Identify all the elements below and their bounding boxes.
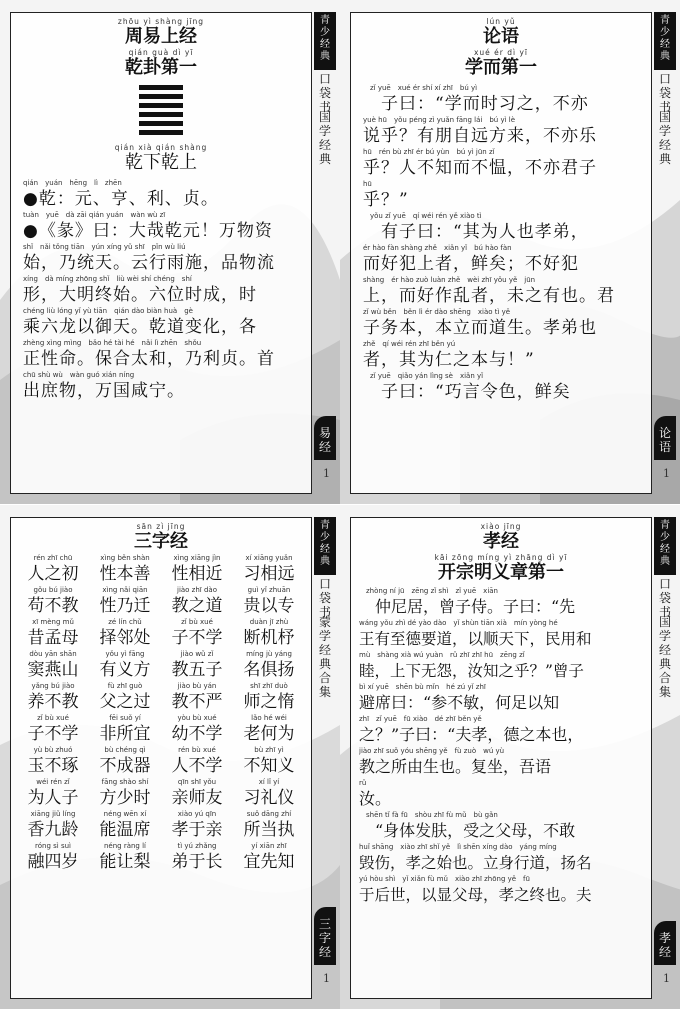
verse-text: 玉不琢	[27, 756, 79, 776]
book-spine	[314, 517, 336, 997]
panel-sanzijing	[0, 505, 340, 1009]
verse-cell	[89, 713, 161, 745]
text-line: rǔ 汝。	[359, 779, 392, 808]
verse-text: 孝于亲	[171, 820, 223, 840]
book-page	[10, 517, 312, 999]
pinyin: wéi rén zǐ	[36, 778, 70, 786]
verse-cell	[89, 617, 161, 649]
panel-yijing	[0, 0, 340, 504]
pinyin: dòu yān shān	[29, 650, 77, 658]
verse-cell	[17, 745, 89, 777]
text-line: zhě qí wéi rén zhī běn yú 者，其为仁之本与！”	[363, 340, 535, 370]
series-label: 口袋书	[659, 72, 672, 114]
chapter-title: xué ér dì yī 学而第一	[465, 48, 537, 78]
text-line: hū 乎？”	[363, 180, 409, 210]
pinyin: néng wēn xí	[103, 810, 147, 818]
verse-cell	[233, 745, 305, 777]
verse-text: 习礼仪	[243, 788, 295, 808]
verse-cell	[161, 649, 233, 681]
verse-cell	[17, 681, 89, 713]
verse-text: 宜先知	[243, 852, 295, 872]
pinyin: fāng shào shí	[101, 778, 149, 786]
pinyin: yǎng bú jiào	[31, 682, 75, 690]
pinyin: yí xiān zhī	[251, 842, 287, 850]
pinyin: zǐ bù xué	[181, 618, 213, 626]
verse-text: 断机杼	[243, 628, 295, 648]
qian-hexagram-icon	[139, 85, 183, 135]
series-ribbon: 青少经典	[654, 517, 676, 575]
series-ribbon: 青少经典	[314, 12, 336, 70]
pinyin: qīn shī yǒu	[177, 778, 217, 786]
pinyin: bù zhī yì	[254, 746, 284, 754]
text-line: ér hào fàn shàng zhě xiǎn yǐ bú hào fàn 而好犯上者，鲜矣；不好犯	[363, 244, 579, 274]
pinyin: xiāng jiǔ líng	[30, 810, 76, 818]
verse-text: 贵以专	[243, 596, 295, 616]
text-line: zǐ yuē qiǎo yán lìng sè xiǎn yǐ 子曰：“巧言令色，鲜矣	[363, 372, 571, 402]
verse-cell	[161, 553, 233, 585]
verse-grid	[11, 553, 311, 873]
pinyin: gǒu bú jiào	[33, 586, 73, 594]
pinyin: xí lǐ yí	[258, 778, 280, 786]
pinyin: shī zhī duò	[250, 682, 288, 690]
text-line: tuàn yuē dà zāi qián yuán wàn wù zī ●《彖》曰：大哉乾元！万物资	[23, 211, 273, 241]
verse-cell	[89, 681, 161, 713]
verse-cell	[89, 585, 161, 617]
verse-text: 父之过	[99, 692, 151, 712]
verse-text: 性乃迁	[99, 596, 151, 616]
pinyin: róng sì suì	[35, 842, 71, 850]
verse-cell	[233, 585, 305, 617]
verse-text: 所当执	[243, 820, 295, 840]
text-body	[351, 584, 651, 906]
verse-cell	[161, 777, 233, 809]
text-line: jiào zhī suǒ yóu shēng yě fù zuò wú yù 教之所由生也。复坐，吾语	[359, 747, 552, 776]
pinyin: jiào zhī dào	[177, 586, 217, 594]
text-line: shǐ nǎi tǒng tiān yún xíng yǔ shī pǐn wù liú 始，乃统天。云行雨施，品物流	[23, 243, 275, 273]
pinyin: jiào wǔ zǐ	[180, 650, 214, 658]
text-line: hū rén bù zhī ér bú yùn bú yì jūn zǐ 乎？人不知而不愠，不亦君子	[363, 148, 597, 178]
verse-text: 能温席	[99, 820, 151, 840]
verse-text: 人不学	[171, 756, 223, 776]
verse-cell	[89, 841, 161, 873]
pinyin: rén bù xué	[178, 746, 216, 754]
text-line: zhèng xìng mìng bǎo hé tài hé nǎi lì zhēn shǒu 正性命。保合太和，乃利贞。首	[23, 339, 275, 369]
series-ribbon: 青少经典	[654, 12, 676, 70]
verse-text: 幼不学	[171, 724, 223, 744]
verse-text: 子不学	[27, 724, 79, 744]
pinyin: xiào yú qīn	[177, 810, 217, 818]
book-title: sān zì jīng 三字经	[134, 522, 188, 552]
verse-cell	[233, 681, 305, 713]
verse-cell	[233, 713, 305, 745]
book-spine	[654, 12, 676, 492]
book-spine	[314, 12, 336, 492]
pinyin: lǎo hé wéi	[251, 714, 287, 722]
pinyin: jiào bù yán	[177, 682, 217, 690]
page-number: 1	[323, 467, 330, 480]
verse-cell	[17, 713, 89, 745]
pinyin: néng ràng lí	[103, 842, 146, 850]
section-tab[interactable]: 三字经	[314, 907, 336, 965]
text-line: qián yuán hēng lì zhēn ●乾：元、亨、利、贞。	[23, 179, 219, 209]
pinyin: suǒ dāng zhí	[246, 810, 292, 818]
page-number: 1	[323, 972, 330, 985]
book-title: xiào jīng 孝经	[480, 522, 522, 552]
series-label: 口袋书	[659, 577, 672, 619]
verse-cell	[161, 585, 233, 617]
pinyin: xìng xiāng jìn	[173, 554, 221, 562]
verse-cell	[89, 777, 161, 809]
pinyin: yòu bù xué	[177, 714, 217, 722]
verse-text: 融四岁	[27, 852, 79, 872]
pinyin: yù bù zhuó	[33, 746, 73, 754]
text-line: yǒu zǐ yuē qí wéi rén yě xiào tì 有子曰：“其为人也孝弟，	[363, 212, 589, 242]
verse-cell	[17, 617, 89, 649]
verse-text: 名俱扬	[243, 660, 295, 680]
verse-text: 有义方	[99, 660, 151, 680]
verse-cell	[233, 809, 305, 841]
verse-cell	[161, 841, 233, 873]
verse-text: 教五子	[171, 660, 223, 680]
hexagram-subtitle: qián xià qián shàng 乾下乾上	[114, 143, 208, 173]
pinyin: zǐ bù xué	[37, 714, 69, 722]
text-line: zǐ yuē xué ér shí xí zhī bú yì 子曰：“学而时习之，不亦	[363, 84, 589, 114]
verse-text: 养不教	[27, 692, 79, 712]
chapter-title: kāi zōng míng yì zhāng dì yī 开宗明义章第一	[434, 553, 568, 583]
verse-text: 教之道	[171, 596, 223, 616]
pinyin: tì yú zhǎng	[177, 842, 217, 850]
book-spine	[654, 517, 676, 997]
text-line: wáng yǒu zhì dé yào dào yǐ shùn tiān xià mín yòng hé 王有至德要道，以顺天下，民用和	[359, 619, 592, 648]
pinyin: xī mèng mǔ	[32, 618, 74, 626]
verse-text: 昔孟母	[27, 628, 79, 648]
series-label: 口袋书	[319, 577, 332, 619]
verse-text: 为人子	[27, 788, 79, 808]
text-line: zǐ wù běn běn lì ér dào shēng xiào tì yě 子务本，本立而道生。孝弟也	[363, 308, 597, 338]
verse-text: 习相远	[243, 564, 295, 584]
series-ribbon: 青少经典	[314, 517, 336, 575]
text-body	[351, 79, 651, 403]
pinyin: xìng nǎi qiān	[102, 586, 148, 594]
panel-xiaojing	[340, 505, 680, 1009]
verse-cell	[161, 745, 233, 777]
verse-cell	[89, 745, 161, 777]
pinyin: xí xiāng yuǎn	[245, 554, 293, 562]
verse-cell	[89, 553, 161, 585]
verse-text: 苟不教	[27, 596, 79, 616]
verse-cell	[233, 649, 305, 681]
pinyin: xìng běn shàn	[100, 554, 150, 562]
text-line: zhī zǐ yuē fū xiào dé zhī běn yě 之？”子曰：“夫孝，德之本也，	[359, 715, 584, 744]
text-line: chū shù wù wàn guó xián níng 出庶物，万国咸宁。	[23, 371, 185, 401]
verse-text: 能让梨	[99, 852, 151, 872]
text-line: bì xí yuē shēn bù mǐn hé zú yǐ zhī 避席曰：“参不敏，何足以知	[359, 683, 560, 712]
verse-cell	[17, 553, 89, 585]
verse-cell	[233, 777, 305, 809]
verse-cell	[89, 649, 161, 681]
category-label: 国学经典	[659, 110, 672, 166]
verse-cell	[17, 777, 89, 809]
verse-text: 亲师友	[171, 788, 223, 808]
verse-cell	[161, 809, 233, 841]
text-line: shēn tǐ fà fū shòu zhī fù mǔ bù gǎn “身体发肤，受之父母，不敢	[359, 811, 576, 840]
pinyin: bù chéng qì	[104, 746, 146, 754]
verse-cell	[233, 617, 305, 649]
text-line: yú hòu shì yǐ xiǎn fù mǔ xiào zhī zhōng yě fū 于后世，以显父母，孝之终也。夫	[359, 875, 592, 904]
verse-text: 不成器	[99, 756, 151, 776]
book-title: lún yǔ 论语	[483, 17, 519, 47]
panel-lunyu	[340, 0, 680, 504]
verse-text: 方少时	[99, 788, 151, 808]
book-page	[350, 517, 652, 999]
verse-text: 择邻处	[99, 628, 151, 648]
pinyin: fēi suǒ yí	[109, 714, 141, 722]
verse-cell	[233, 841, 305, 873]
category-label: 国学经典合集	[659, 615, 672, 699]
verse-text: 子不学	[171, 628, 223, 648]
section-tab[interactable]: 论语	[654, 416, 676, 460]
verse-cell	[89, 809, 161, 841]
chapter-title: qián guà dì yī 乾卦第一	[125, 48, 197, 78]
text-line: huǐ shāng xiào zhī shǐ yě lì shēn xíng dào yáng míng 毁伤，孝之始也。立身行道，扬名	[359, 843, 592, 872]
pinyin: duàn jī zhù	[249, 618, 289, 626]
section-tab[interactable]: 孝经	[654, 921, 676, 965]
verse-text: 人之初	[27, 564, 79, 584]
pinyin: zé lín chǔ	[108, 618, 142, 626]
text-line: zhòng ní jū zēng zǐ shì zǐ yuē xiān 仲尼居，曾子侍。子曰：“先	[359, 587, 576, 616]
verse-cell	[17, 841, 89, 873]
verse-cell	[17, 809, 89, 841]
verse-cell	[17, 649, 89, 681]
verse-cell	[161, 713, 233, 745]
verse-cell	[161, 681, 233, 713]
pinyin: míng jù yáng	[246, 650, 292, 658]
page-number: 1	[663, 467, 670, 480]
book-title: zhōu yì shàng jīng 周易上经	[117, 17, 205, 47]
category-label: 国学经典	[319, 110, 332, 166]
pinyin: yǒu yì fāng	[105, 650, 145, 658]
category-label: 蒙学经典合集	[319, 615, 332, 699]
verse-text: 老何为	[243, 724, 295, 744]
text-line: xíng dà míng zhōng shǐ liù wèi shí chéng shí 形，大明终始。六位时成，时	[23, 275, 257, 305]
verse-text: 不知义	[243, 756, 295, 776]
pinyin: guì yǐ zhuān	[247, 586, 291, 594]
text-body	[11, 174, 311, 402]
text-line: shàng ér hào zuò luàn zhě wèi zhī yǒu yě jūn 上，而好作乱者，未之有也。君	[363, 276, 615, 306]
verse-text: 窦燕山	[27, 660, 79, 680]
verse-text: 弟于长	[171, 852, 223, 872]
pinyin: rén zhī chū	[33, 554, 73, 562]
verse-text: 性相近	[171, 564, 223, 584]
text-line: yuè hū yǒu péng zì yuǎn fāng lái bú yì lè 说乎？有朋自远方来，不亦乐	[363, 116, 597, 146]
verse-cell	[233, 553, 305, 585]
verse-text: 师之惰	[243, 692, 295, 712]
book-page	[350, 12, 652, 494]
text-line: mù shàng xià wú yuàn rǔ zhī zhī hū zēng zǐ 睦，上下无怨，汝知之乎？”曾子	[359, 651, 584, 680]
book-page	[10, 12, 312, 494]
pinyin: fù zhī guò	[107, 682, 143, 690]
page-number: 1	[663, 972, 670, 985]
verse-text: 香九龄	[27, 820, 79, 840]
section-tab[interactable]: 易经	[314, 416, 336, 460]
verse-cell	[17, 585, 89, 617]
series-label: 口袋书	[319, 72, 332, 114]
verse-text: 教不严	[171, 692, 223, 712]
verse-cell	[161, 617, 233, 649]
text-line: chéng liù lóng yǐ yù tiān qián dào biàn huà gè 乘六龙以御天。乾道变化，各	[23, 307, 257, 337]
verse-text: 性本善	[99, 564, 151, 584]
verse-text: 非所宜	[99, 724, 151, 744]
